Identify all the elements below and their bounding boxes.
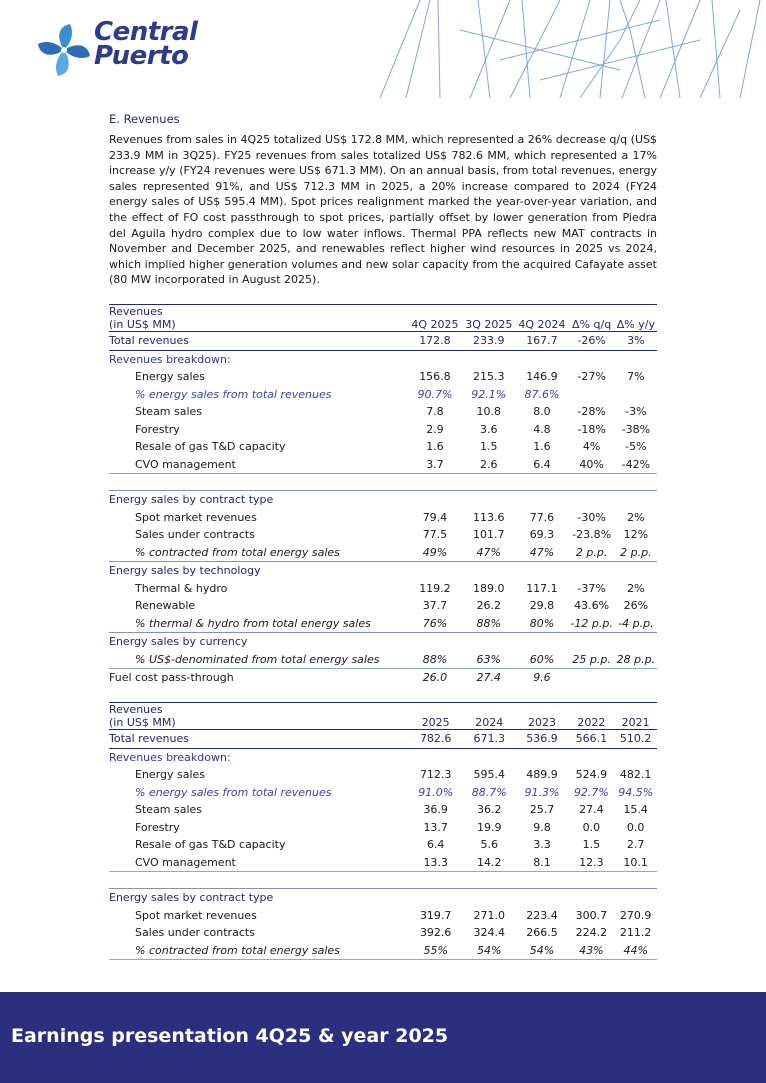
cell-value: 189.0 [473,581,505,595]
table-row [109,889,657,907]
header-label-1: Revenues [109,703,163,716]
cell-value: -12 p.p. [570,616,613,630]
cell-value: 7.8 [426,405,444,419]
cell-value: 36.9 [423,803,448,817]
cell-value: -5% [625,440,647,454]
cell-value: 300.7 [575,908,608,922]
table-row [109,544,657,562]
cell-value: 12% [623,528,649,542]
row-label: Energy sales [135,370,206,384]
row-label: Steam sales [135,803,203,817]
cell-value: 223.4 [526,908,558,922]
table-row [109,526,657,544]
cell-value: 319.7 [419,908,452,922]
cell-value: 7% [627,370,645,384]
cell-value: -23.8% [572,528,612,542]
cell-value [568,889,614,907]
col-header: 3Q 2025 [465,318,513,331]
cell-value: 4.8 [533,422,551,436]
table-row [109,421,657,439]
col-header: Δ% y/y [616,318,655,331]
header-label [109,703,408,730]
cell-value: 13.7 [423,820,448,834]
row-label: % US$-denominated from total energy sales [109,651,408,669]
cell-value: 8.1 [516,854,569,872]
cell-value: 10.1 [614,854,657,872]
annual-revenues-table [109,702,657,960]
cell-value: 1.6 [533,440,551,454]
cell-value [408,633,463,651]
cell-value: 224.2 [575,926,608,940]
cell-value: 1.6 [426,440,444,454]
cell-value [614,748,657,766]
col-header: Δ% q/q [572,318,612,331]
cell-value: 6.4 [515,456,568,474]
cell-value: 0.0 [626,820,645,834]
cell-value: 101.7 [473,528,505,542]
cell-value [408,562,463,580]
cell-value: 3% [615,332,657,351]
cell-value: 172.8 [408,332,463,351]
table-row [109,368,657,386]
table-row [109,633,657,651]
row-label: Sales under contracts [135,926,255,940]
table-row [109,491,657,509]
table-header [109,703,657,730]
cell-value: 47% [529,545,555,559]
row-label: Thermal & hydro [135,581,228,595]
row-label: Energy sales by technology [109,562,408,580]
table-row [109,836,657,854]
cell-value: 266.5 [526,926,558,940]
footer-title: Earnings presentation 4Q25 & year 2025 [11,1025,449,1047]
cell-value: -18% [577,422,606,436]
cell-value: 80% [529,616,555,630]
cell-value: 2.9 [426,422,444,436]
cell-value [408,748,462,766]
row-label: Resale of gas T&D capacity [135,440,286,454]
cell-value: 712.3 [419,768,452,782]
table-row [109,597,657,615]
cell-value: 88.7% [471,785,507,799]
row-label: % thermal & hydro from total energy sales [135,616,371,630]
company-logo [36,18,206,80]
cell-value: 536.9 [516,730,569,749]
cell-value: 87.6% [524,387,560,401]
table-row [109,924,657,942]
cell-value: 60% [515,651,568,669]
cell-value [569,633,615,651]
cell-value [462,562,515,580]
cell-value: 566.1 [568,730,614,749]
decorative-lines [360,0,766,98]
cell-value [569,491,615,509]
revenues-paragraph: Revenues from sales in 4Q25 totalized US$ 172.8 MM, which represented a 26% decrease q/q (US$ 233.9 MM in 3Q25). FY25 revenues from sales totalized US$ 782.6 MM, which represented a 17% increase y/y (FY24 revenues were US$ 671.3 MM). On an annual basis, from total revenues, energy sales represented 91%, and US$ 712.3 MM in 2025, a 20% increase compared to 2024 (FY24 energy sales of US$ 595.4 MM). Spot prices realignment marked the year-over-year variation, and the effect of FO cost passthrough to spot prices, partially offset by lower generation from Piedra del Aguila hydro complex due to low water inflows. Thermal PPA reflects new MAT contracts in November and December 2025, and renewables reflect higher wind resources in 2025 vs 2024, which implied higher generation volumes and new solar capacity from the acquired Cafayate asset (80 MW incorporated in August 2025). [109,133,657,287]
cell-value [515,633,568,651]
brand-line-1: Central [94,17,198,47]
table-row [109,350,657,368]
table-row [109,562,657,580]
cell-value: 215.3 [473,370,505,384]
cell-value: 3.6 [480,422,498,436]
cell-value [615,562,657,580]
cell-value: 29.8 [529,599,555,613]
table-row [109,332,657,351]
pinwheel-icon [36,20,92,80]
cell-value: -28% [577,405,606,419]
cell-value: 3.3 [533,838,551,852]
cell-value: 119.2 [419,581,451,595]
cell-value: 1.5 [480,440,498,454]
cell-value: 36.2 [477,803,502,817]
cell-value [615,491,657,509]
cell-value: 49% [422,545,448,559]
cell-value: 156.8 [419,370,451,384]
cell-value: 8.0 [533,405,551,419]
cell-value: 28 p.p. [615,651,657,669]
cell-value [408,889,462,907]
col-header: 2022 [577,716,606,729]
cell-value [463,889,516,907]
row-label: Forestry [135,422,180,436]
cell-value: 2% [627,581,645,595]
cell-value: 79.4 [422,510,448,524]
cell-value: 54% [463,942,516,960]
table-row [109,907,657,925]
cell-value: 2% [627,510,645,524]
cell-value: 47% [476,545,501,559]
cell-value: 0.0 [582,820,601,834]
table-row [109,669,657,687]
cell-value [615,669,657,687]
cell-value: 489.9 [526,768,558,782]
cell-value: 2 p.p. [575,545,608,559]
cell-value [515,562,568,580]
cell-value: 510.2 [614,730,657,749]
row-label: Sales under contracts [135,528,255,542]
cell-value [615,633,657,651]
table-row [109,819,657,837]
cell-value: 270.9 [619,908,652,922]
cell-value: 595.4 [473,768,506,782]
row-label: % energy sales from total revenues [135,785,332,799]
table-row [109,942,657,960]
row-label: Resale of gas T&D capacity [135,838,286,852]
cell-value: 271.0 [473,908,506,922]
cell-value: 27.4 [476,671,502,685]
row-label: Energy sales by currency [109,633,408,651]
table-row [109,854,657,872]
cell-value: 27.4 [579,803,604,817]
row-label: Fuel cost pass-through [109,671,234,685]
cell-value: 12.3 [568,854,614,872]
cell-value: 90.7% [417,387,453,401]
cell-value: 37.7 [422,599,448,613]
cell-value: 92.7% [573,785,609,799]
row-label: Energy sales [135,768,206,782]
cell-value [569,386,615,404]
row-label: Steam sales [135,405,203,419]
cell-value: 324.4 [473,926,506,940]
cell-value: -30% [577,510,606,524]
cell-value: -4 p.p. [618,616,654,630]
cell-value: 2.7 [626,838,645,852]
cell-value: 146.9 [526,370,558,384]
cell-value: 91.3% [524,785,560,799]
table-row [109,438,657,456]
cell-value: 26% [623,599,649,613]
cell-value [462,633,515,651]
cell-value: 233.9 [462,332,515,351]
table-spacer [109,474,657,491]
cell-value [615,350,657,368]
revenues-section [109,112,657,292]
cell-value: 4% [582,440,601,454]
table-header [109,305,657,332]
cell-value: 76% [422,616,448,630]
row-label: % contracted from total energy sales [109,942,408,960]
row-label: CVO management [109,456,408,474]
row-label: Forestry [135,820,180,834]
header-label-2: (in US$ MM) [109,318,176,331]
cell-value: 5.6 [480,838,499,852]
cell-value: 44% [614,942,657,960]
cell-value [515,350,568,368]
cell-value: 14.2 [463,854,516,872]
table-row [109,651,657,669]
cell-value [462,350,515,368]
table-row [109,766,657,784]
cell-value: 117.1 [526,581,558,595]
header-label-1: Revenues [109,305,163,318]
cell-value [515,491,568,509]
quarterly-revenues-table [109,304,657,687]
cell-value: 26.0 [422,671,448,685]
col-header: 2021 [621,716,650,729]
cell-value: 43% [568,942,614,960]
table-row [109,509,657,527]
brand-name [94,17,198,71]
cell-value: 92.1% [471,387,507,401]
cell-value: 25.7 [529,803,555,817]
cell-value: 15.4 [623,803,648,817]
row-label: Energy sales by contract type [109,491,408,509]
cell-value [569,669,615,687]
cell-value [408,491,463,509]
cell-value: 392.6 [419,926,452,940]
cell-value: 26.2 [476,599,502,613]
cell-value: 13.3 [408,854,462,872]
row-label: CVO management [109,854,408,872]
cell-value [614,889,657,907]
table-row [109,748,657,766]
cell-value: 9.8 [533,820,551,834]
cell-value: -42% [615,456,657,474]
cell-value: 782.6 [408,730,462,749]
table-spacer [109,872,657,889]
row-label: Spot market revenues [135,908,257,922]
cell-value: 113.6 [473,510,505,524]
row-label: Total revenues [109,332,408,351]
row-label: Total revenues [109,730,408,749]
cell-value: 211.2 [619,926,652,940]
cell-value: 19.9 [477,820,502,834]
col-header: 4Q 2024 [518,318,566,331]
cell-value [462,491,515,509]
cell-value: 167.7 [515,332,568,351]
col-header: 2023 [528,716,556,729]
col-header: 2025 [421,716,450,729]
row-label: % energy sales from total revenues [135,387,332,401]
cell-value: 54% [516,942,569,960]
cell-value: -37% [577,581,606,595]
brand-line-2: Puerto [94,41,189,71]
row-label: Energy sales by contract type [109,889,408,907]
header-label-2: (in US$ MM) [109,716,176,729]
cell-value: 524.9 [575,768,608,782]
row-label: Revenues breakdown: [109,352,231,366]
page-header [0,0,766,100]
cell-value [516,889,569,907]
cell-value: 671.3 [463,730,516,749]
row-label: Renewable [135,599,196,613]
cell-value: 10.8 [476,405,502,419]
cell-value: -38% [621,422,651,436]
cell-value: 77.5 [422,528,448,542]
row-label: % contracted from total energy sales [135,545,340,559]
row-label: Revenues breakdown: [109,750,231,764]
cell-value [408,350,463,368]
cell-value: 63% [462,651,515,669]
table-row [109,456,657,474]
cell-value: 40% [569,456,615,474]
col-header: 2024 [475,716,504,729]
cell-value: 3.7 [408,456,463,474]
table-row [109,386,657,404]
header-label [109,305,408,332]
cell-value: 69.3 [529,528,555,542]
row-label: Spot market revenues [135,510,257,524]
cell-value [516,748,569,766]
cell-value [615,386,657,404]
cell-value: 77.6 [529,510,555,524]
cell-value: 1.5 [582,838,601,852]
cell-value: 88% [408,651,463,669]
cell-value: 91.0% [418,785,454,799]
cell-value: -27% [577,370,606,384]
cell-value: 55% [408,942,462,960]
cell-value: 2 p.p. [620,545,652,559]
cell-value: 43.6% [574,599,610,613]
table-row [109,730,657,749]
table-row [109,580,657,598]
cell-value [463,748,516,766]
cell-value [569,562,615,580]
table-row [109,801,657,819]
table-row [109,784,657,802]
cell-value: -3% [625,405,647,419]
cell-value: 88% [476,616,501,630]
table-row [109,615,657,633]
cell-value: -26% [569,332,615,351]
table-row [109,403,657,421]
cell-value: 6.4 [426,838,445,852]
cell-value: 9.6 [533,671,551,685]
cell-value: 94.5% [618,785,654,799]
cell-value: 25 p.p. [569,651,615,669]
cell-value: 2.6 [462,456,515,474]
col-header: 4Q 2025 [411,318,459,331]
page-footer [0,992,766,1083]
cell-value [569,350,615,368]
cell-value [568,748,614,766]
section-title: E. Revenues [109,112,180,126]
cell-value: 482.1 [619,768,652,782]
